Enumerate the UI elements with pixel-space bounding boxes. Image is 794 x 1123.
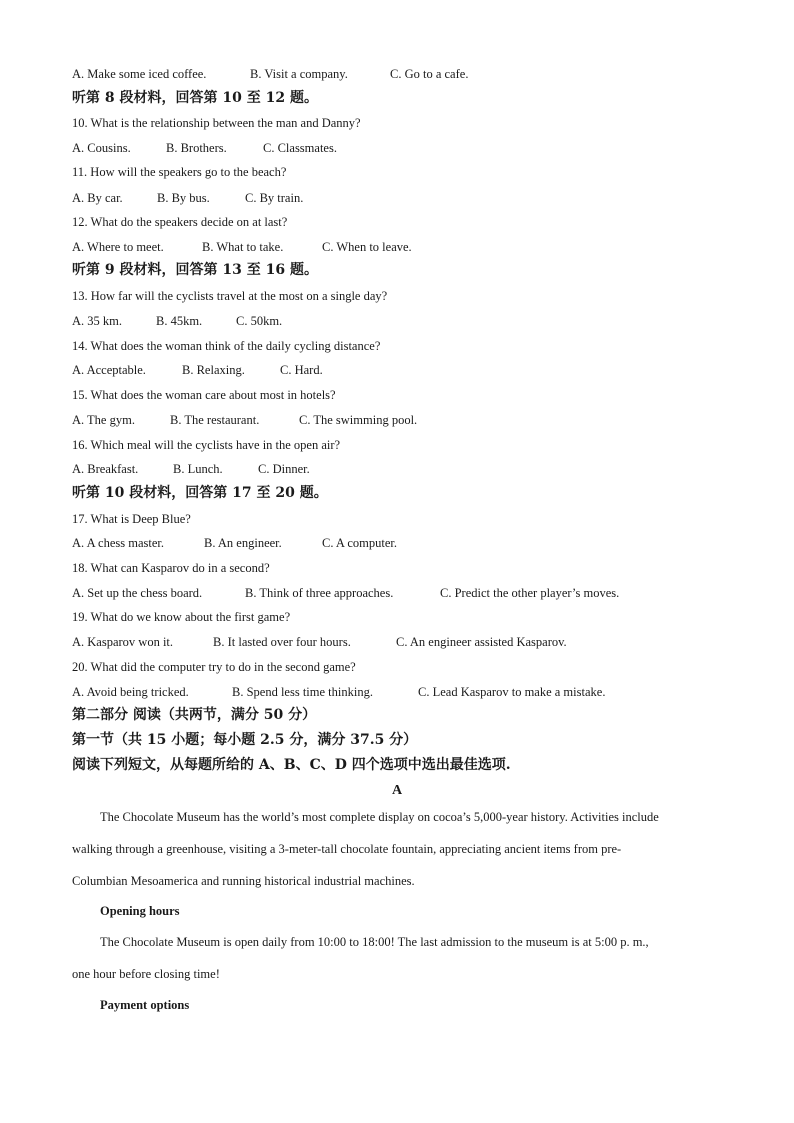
question-19: 19. What do we know about the first game? bbox=[72, 610, 291, 624]
option: B. It lasted over four hours. bbox=[213, 635, 351, 649]
option: A. Kasparov won it. bbox=[72, 635, 174, 649]
q13-options bbox=[72, 313, 282, 329]
passage-label: A bbox=[391, 783, 403, 798]
option: B. The restaurant. bbox=[170, 413, 260, 427]
passage-paragraph-1 bbox=[72, 809, 722, 888]
q11-options bbox=[72, 190, 303, 206]
option: C. Lead Kasparov to make a mistake. bbox=[418, 685, 606, 699]
option: B. Spend less time thinking. bbox=[232, 685, 373, 699]
option: A. A chess master. bbox=[72, 536, 165, 550]
q15-options bbox=[72, 412, 417, 428]
payment-options-heading: Payment options bbox=[100, 998, 190, 1012]
q16-options bbox=[72, 461, 310, 477]
q14-options bbox=[72, 362, 323, 378]
option: A. 35 km. bbox=[72, 314, 122, 328]
option: C. Hard. bbox=[280, 363, 323, 377]
question-10: 10. What is the relationship between the man and Danny? bbox=[72, 116, 361, 130]
option: B. Brothers. bbox=[166, 141, 227, 155]
option: A. Acceptable. bbox=[72, 363, 146, 377]
paragraph-line: Columbian Mesoamerica and running historical industrial machines. bbox=[72, 874, 415, 888]
option: A. Where to meet. bbox=[72, 240, 164, 254]
option: C. Go to a cafe. bbox=[390, 67, 469, 81]
question-20: 20. What did the computer try to do in the second game? bbox=[72, 660, 356, 674]
section9-header: 听第 9 段材料，回答第 13 至 16 题。 bbox=[72, 262, 318, 278]
q9-options bbox=[72, 66, 468, 82]
option: B. An engineer. bbox=[204, 536, 282, 550]
section8-header: 听第 8 段材料，回答第 10 至 12 题。 bbox=[72, 90, 318, 106]
part2-instruction: 阅读下列短文，从每题所给的 A、B、C、D 四个选项中选出最佳选项. bbox=[72, 757, 511, 773]
section10-header: 听第 10 段材料，回答第 17 至 20 题。 bbox=[72, 485, 328, 501]
part2-title: 第二部分 阅读（共两节，满分 50 分） bbox=[72, 707, 317, 723]
question-11: 11. How will the speakers go to the beach? bbox=[72, 165, 287, 179]
q20-options bbox=[72, 684, 605, 700]
part2-section1-title: 第一节（共 15 小题；每小题 2.5 分，满分 37.5 分） bbox=[72, 732, 418, 748]
option: B. Relaxing. bbox=[182, 363, 245, 377]
option: B. What to take. bbox=[202, 240, 284, 254]
question-15: 15. What does the woman care about most in hotels? bbox=[72, 388, 336, 402]
option: C. Dinner. bbox=[258, 462, 310, 476]
option: A. By car. bbox=[72, 191, 123, 205]
option: C. 50km. bbox=[236, 314, 283, 328]
q17-options bbox=[72, 535, 397, 551]
option: C. A computer. bbox=[322, 536, 397, 550]
option: C. The swimming pool. bbox=[299, 413, 418, 427]
option: B. 45km. bbox=[156, 314, 203, 328]
option: C. By train. bbox=[245, 191, 304, 205]
question-12: 12. What do the speakers decide on at last? bbox=[72, 215, 288, 229]
paragraph-line: The Chocolate Museum is open daily from 10:00 to 18:00! The last admission to the museum is at 5:00 p. m., bbox=[100, 935, 649, 949]
option: B. Think of three approaches. bbox=[245, 586, 394, 600]
option: A. Cousins. bbox=[72, 141, 131, 155]
question-16: 16. Which meal will the cyclists have in the open air? bbox=[72, 438, 341, 452]
option: B. Visit a company. bbox=[250, 67, 348, 81]
question-17: 17. What is Deep Blue? bbox=[72, 512, 191, 526]
q19-options bbox=[72, 634, 567, 650]
q10-options bbox=[72, 140, 337, 156]
option: A. Set up the chess board. bbox=[72, 586, 203, 600]
question-18: 18. What can Kasparov do in a second? bbox=[72, 561, 270, 575]
passage-paragraph-2 bbox=[72, 934, 722, 981]
option: A. Make some iced coffee. bbox=[72, 67, 207, 81]
q18-options bbox=[72, 585, 619, 601]
question-14: 14. What does the woman think of the daily cycling distance? bbox=[72, 339, 381, 353]
option: A. The gym. bbox=[72, 413, 135, 427]
q12-options bbox=[72, 239, 412, 255]
option: C. Classmates. bbox=[263, 141, 337, 155]
opening-hours-heading: Opening hours bbox=[100, 904, 180, 918]
option: C. Predict the other player’s moves. bbox=[440, 586, 620, 600]
option: B. Lunch. bbox=[173, 462, 223, 476]
option: B. By bus. bbox=[157, 191, 210, 205]
option: A. Avoid being tricked. bbox=[72, 685, 189, 699]
option: A. Breakfast. bbox=[72, 462, 139, 476]
paragraph-line: one hour before closing time! bbox=[72, 967, 220, 981]
option: C. When to leave. bbox=[322, 240, 412, 254]
question-13: 13. How far will the cyclists travel at the most on a single day? bbox=[72, 289, 388, 303]
paragraph-line: The Chocolate Museum has the world’s most complete display on cocoa’s 5,000-year history. Activities include bbox=[100, 810, 659, 824]
option: C. An engineer assisted Kasparov. bbox=[396, 635, 567, 649]
paragraph-line: walking through a greenhouse, visiting a 3-meter-tall chocolate fountain, appreciating ancient items from pre- bbox=[72, 842, 622, 856]
